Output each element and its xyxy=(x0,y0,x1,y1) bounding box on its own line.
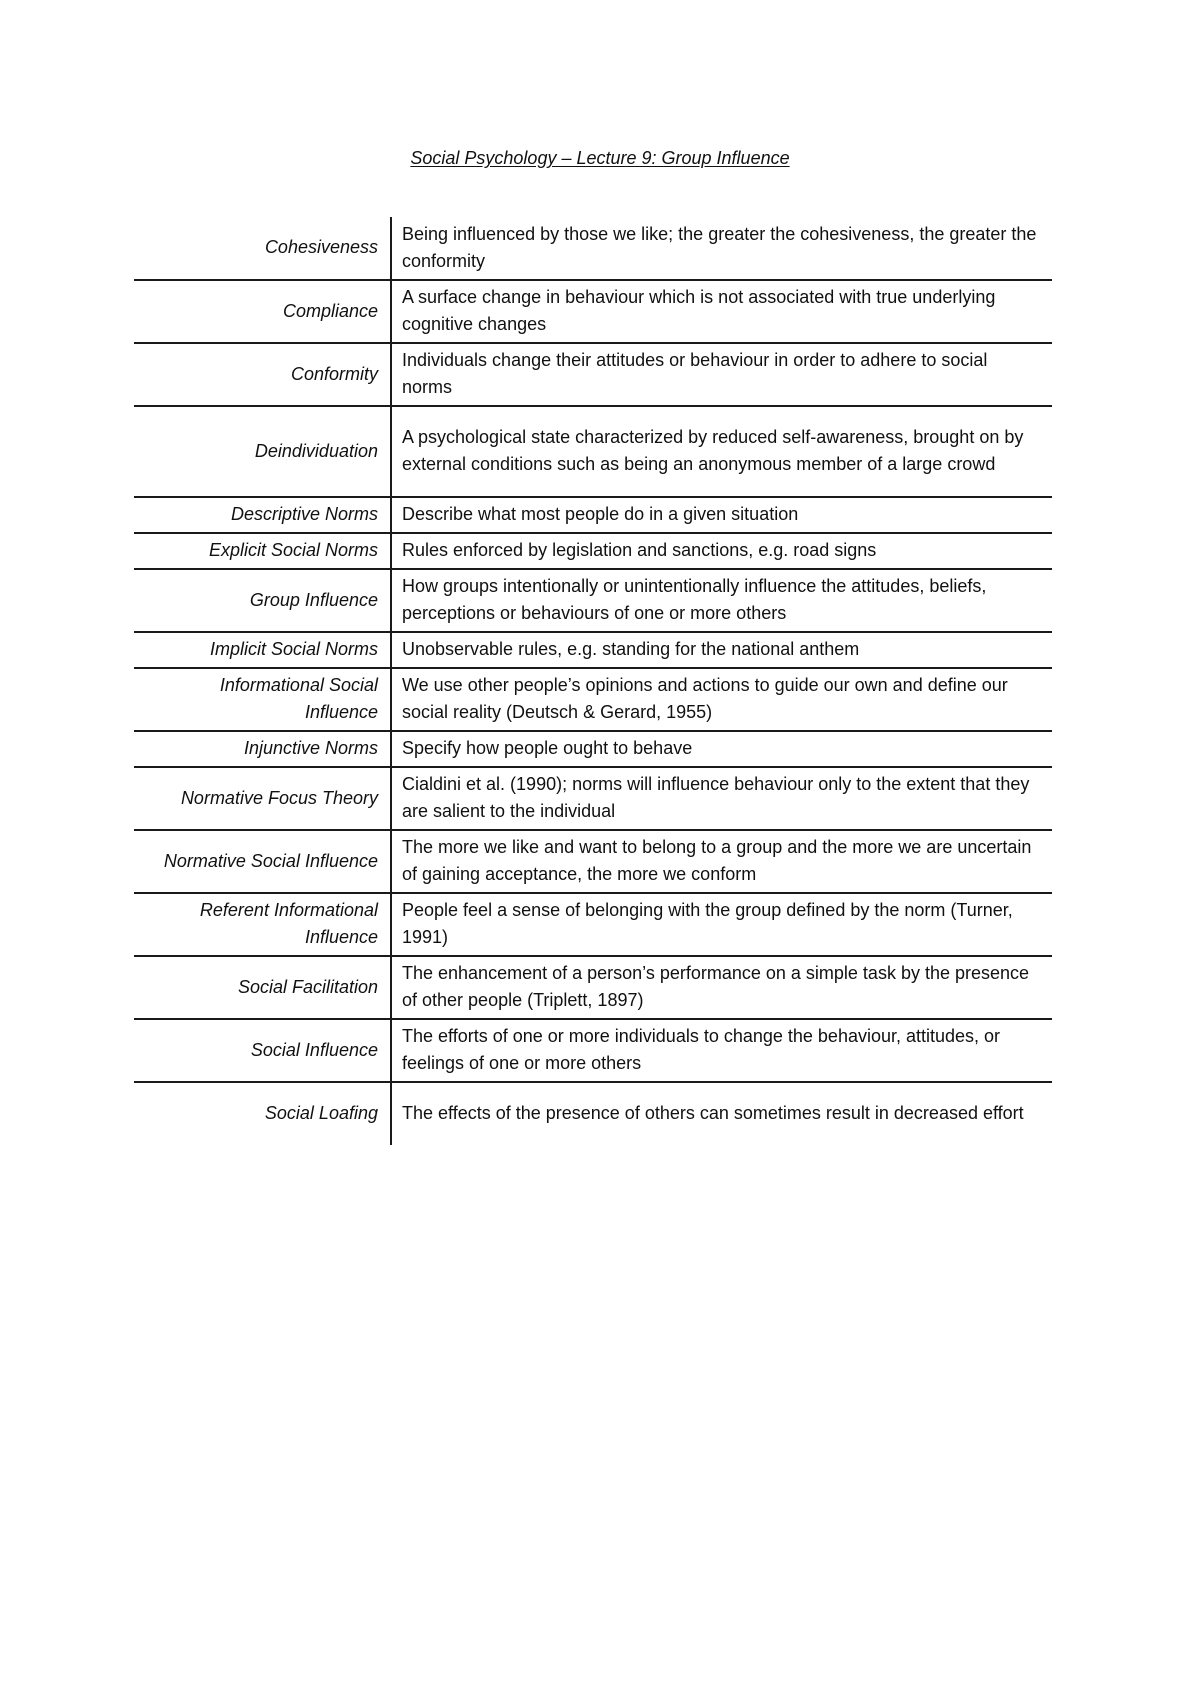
page-title: Social Psychology – Lecture 9: Group Influence xyxy=(410,148,790,168)
glossary-definition: Specify how people ought to behave xyxy=(391,731,1052,767)
glossary-body xyxy=(134,217,1052,1145)
glossary-term: Group Influence xyxy=(134,569,391,632)
glossary-row xyxy=(134,497,1052,533)
glossary-term: Compliance xyxy=(134,280,391,343)
glossary-definition: Being influenced by those we like; the greater the cohesiveness, the greater the conformity xyxy=(391,217,1052,280)
glossary-row xyxy=(134,343,1052,406)
glossary-row xyxy=(134,569,1052,632)
glossary-term: Implicit Social Norms xyxy=(134,632,391,668)
glossary-row xyxy=(134,1019,1052,1082)
glossary-row xyxy=(134,668,1052,731)
glossary-term: Normative Focus Theory xyxy=(134,767,391,830)
glossary-definition: The effects of the presence of others can sometimes result in decreased effort xyxy=(402,1103,1024,1123)
glossary-table xyxy=(134,217,1052,1145)
glossary-definition: Describe what most people do in a given situation xyxy=(391,497,1052,533)
glossary-definition: The enhancement of a person’s performance on a simple task by the presence of other people (Triplett, 1897) xyxy=(391,956,1052,1019)
glossary-definition: Rules enforced by legislation and sanctions, e.g. road signs xyxy=(391,533,1052,569)
glossary-definition: Individuals change their attitudes or behaviour in order to adhere to social norms xyxy=(391,343,1052,406)
glossary-term: Informational Social Influence xyxy=(134,668,391,731)
glossary-row xyxy=(134,632,1052,668)
glossary-term: Social Loafing xyxy=(134,1082,391,1145)
glossary-term: Descriptive Norms xyxy=(134,497,391,533)
glossary-term: Cohesiveness xyxy=(134,217,391,280)
glossary-row xyxy=(134,217,1052,280)
glossary-row xyxy=(134,1082,1052,1145)
glossary-row xyxy=(134,406,1052,497)
glossary-row xyxy=(134,893,1052,956)
glossary-definition: How groups intentionally or unintentionally influence the attitudes, beliefs, perceptions or behaviours of one or more others xyxy=(391,569,1052,632)
glossary-row xyxy=(134,533,1052,569)
glossary-term: Referent Informational Influence xyxy=(134,893,391,956)
glossary-definition: Unobservable rules, e.g. standing for the national anthem xyxy=(391,632,1052,668)
glossary-row xyxy=(134,731,1052,767)
glossary-term: Social Influence xyxy=(134,1019,391,1082)
glossary-definition: We use other people’s opinions and actions to guide our own and define our social reality (Deutsch & Gerard, 1955) xyxy=(391,668,1052,731)
glossary-definition: People feel a sense of belonging with the group defined by the norm (Turner, 1991) xyxy=(391,893,1052,956)
glossary-row xyxy=(134,956,1052,1019)
glossary-row xyxy=(134,767,1052,830)
glossary-row xyxy=(134,280,1052,343)
glossary-definition: Cialdini et al. (1990); norms will influence behaviour only to the extent that they are salient to the individual xyxy=(391,767,1052,830)
glossary-term: Injunctive Norms xyxy=(134,731,391,767)
glossary-definition: The more we like and want to belong to a group and the more we are uncertain of gaining acceptance, the more we conform xyxy=(391,830,1052,893)
glossary-term: Normative Social Influence xyxy=(134,830,391,893)
glossary-row xyxy=(134,830,1052,893)
glossary-term: Explicit Social Norms xyxy=(134,533,391,569)
glossary-term: Conformity xyxy=(134,343,391,406)
glossary-definition: A surface change in behaviour which is not associated with true underlying cognitive changes xyxy=(391,280,1052,343)
glossary-definition: The efforts of one or more individuals to change the behaviour, attitudes, or feelings of one or more others xyxy=(391,1019,1052,1082)
glossary-term: Deindividuation xyxy=(134,406,391,497)
glossary-definition: A psychological state characterized by reduced self-awareness, brought on by external conditions such as being an anonymous member of a large crowd xyxy=(391,406,1052,497)
glossary-term: Social Facilitation xyxy=(134,956,391,1019)
